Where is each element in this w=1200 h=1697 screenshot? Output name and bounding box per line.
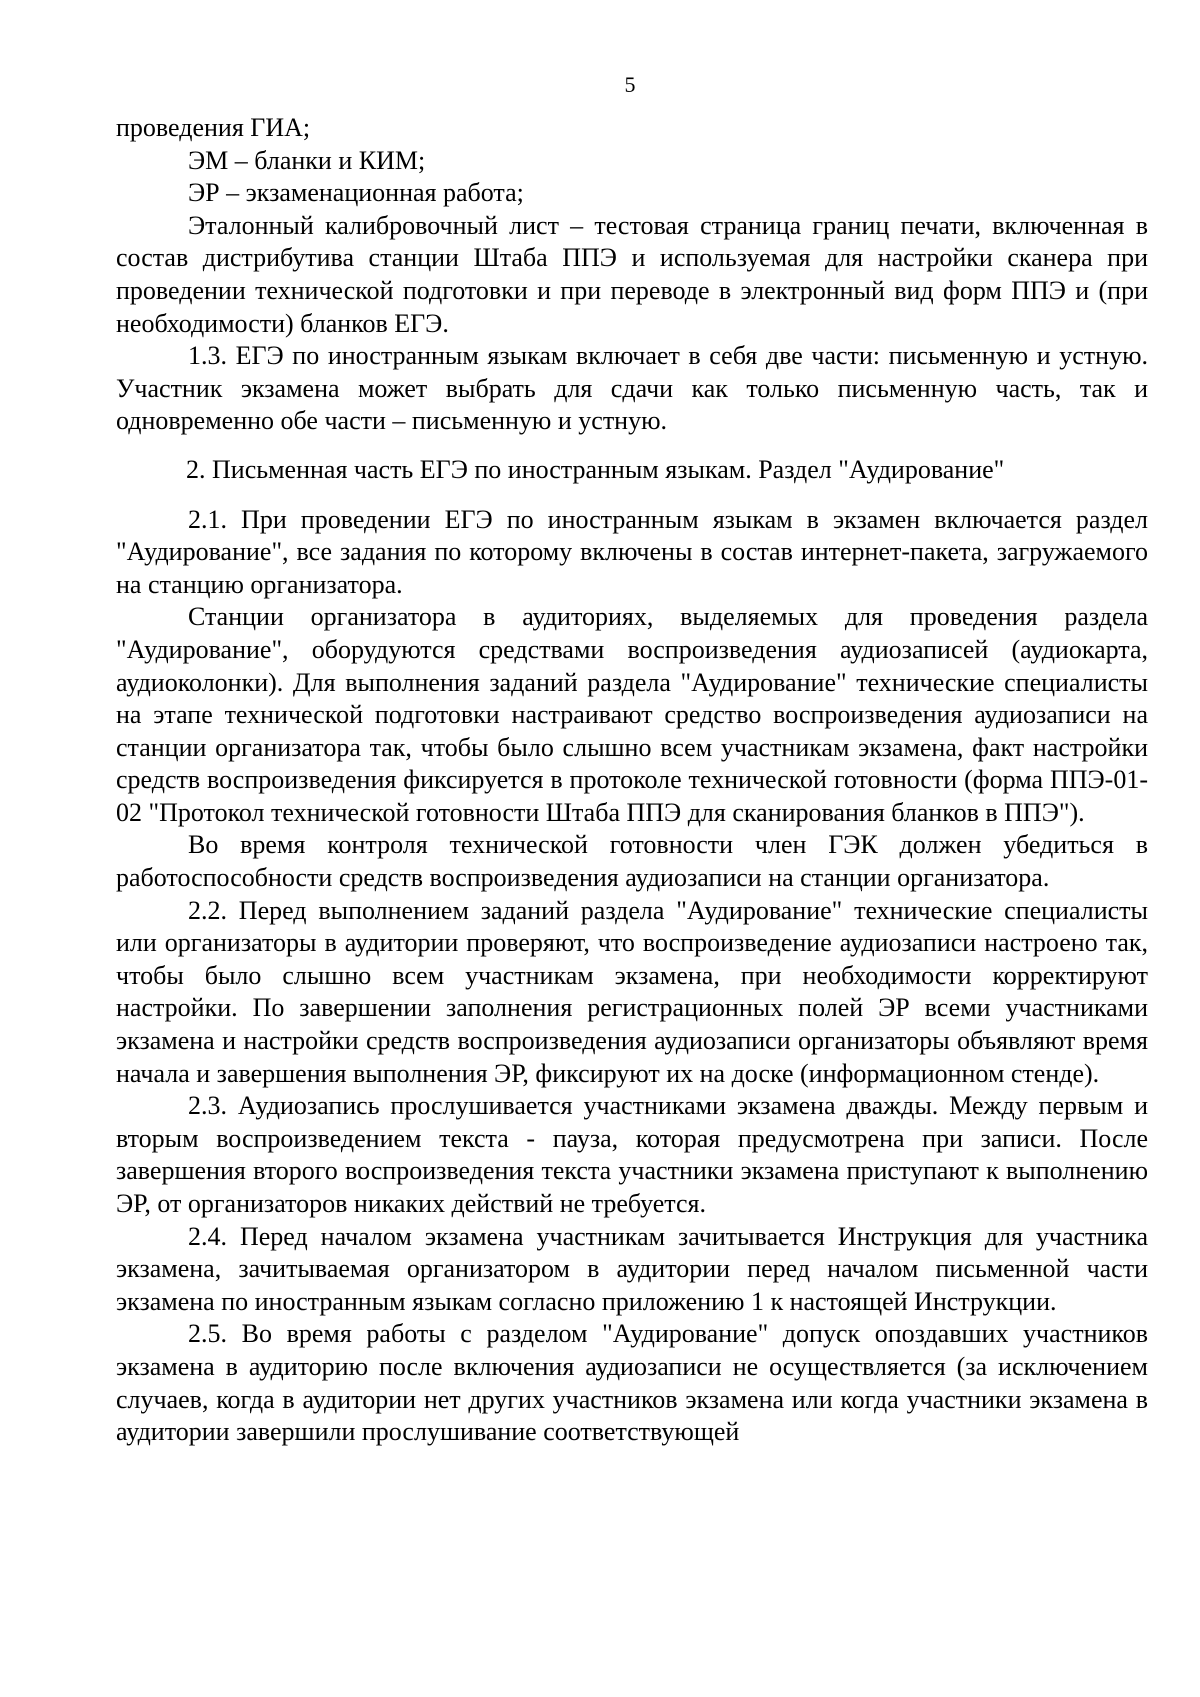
section-heading: 2. Письменная часть ЕГЭ по иностранным языкам. Раздел "Аудирование" bbox=[186, 454, 1005, 484]
paragraph-calibration-sheet-definition: Эталонный калибровочный лист – тестовая страница границ печати, включенная в состав дистрибутива станции Штаба ППЭ и используемая для настройки сканера при проведении технической подготовки и при переводе в электронный вид форм ППЭ и (при необходимости) бланков ЕГЭ. bbox=[116, 210, 1148, 338]
paragraph-2-3: 2.3. Аудиозапись прослушивается участниками экзамена дважды. Между первым и вторым воспроизведением текста - пауза, которая предусмотрена при записи. После завершения второго воспроизведения текста участники экзамена приступают к выполнению ЭР, от организаторов никаких действий не требуется. bbox=[116, 1091, 1148, 1218]
paragraph-er-definition: ЭР – экзаменационная работа; bbox=[188, 178, 524, 208]
paragraph-2-1: 2.1. При проведении ЕГЭ по иностранным языкам в экзамен включается раздел "Аудирование", все задания по которому включены в состав интернет-пакета, загружаемого на станцию организатора. bbox=[116, 504, 1148, 599]
paragraph-2-4: 2.4. Перед началом экзамена участникам зачитывается Инструкция для участника экзамена, зачитываемая организатором в аудитории перед началом письменной части экзамена по иностранным языкам согласно приложению 1 к настоящей Инструкции. bbox=[116, 1221, 1148, 1316]
paragraph-em-definition: ЭМ – бланки и КИМ; bbox=[188, 145, 426, 175]
paragraph-1-3: 1.3. ЕГЭ по иностранным языкам включает в себя две части: письменную и устную. Участник экзамена может выбрать для сдачи как только письменную часть, так и одновременно обе части – письменную и устную. bbox=[116, 341, 1148, 436]
paragraph-2-2: 2.2. Перед выполнением заданий раздела "Аудирование" технические специалисты или организаторы в аудитории проверяют, что воспроизведение аудиозаписи настроено так, чтобы было слышно всем участникам экзамена, при необходимости корректируют настройки. По завершении заполнения регистрационных полей ЭР всеми участниками экзамена и настройки средств воспроизведения аудиозаписи организаторы объявляют время начала и завершения выполнения ЭР, фиксируют их на доске (информационном стенде). bbox=[116, 895, 1148, 1088]
page-number: 5 bbox=[624, 72, 636, 97]
paragraph-2-5: 2.5. Во время работы с разделом "Аудирование" допуск опоздавших участников экзамена в аудиторию после включения аудиозаписи не осуществляется (за исключением случаев, когда в аудитории нет других участников экзамена или когда участники экзамена в аудитории завершили прослушивание соответствующей bbox=[116, 1319, 1148, 1447]
body-text bbox=[116, 112, 1148, 1449]
paragraph-gia-continuation: проведения ГИА; bbox=[116, 113, 311, 142]
paragraph-stations: Станции организатора в аудиториях, выделяемых для проведения раздела "Аудирование", оборудуются средствами воспроизведения аудиозаписей (аудиокарта, аудиоколонки). Для выполнения заданий раздела "Аудирование" технические специалисты на этапе технической подготовки настраивают средство воспроизведения аудиозаписи на станции организатора так, чтобы было слышно всем участникам экзамена, факт настройки средств воспроизведения фиксируется в протоколе технической готовности (форма ППЭ-01-02 "Протокол технической готовности Штаба ППЭ для сканирования бланков в ППЭ"). bbox=[116, 602, 1148, 827]
paragraph-gek-control: Во время контроля технической готовности член ГЭК должен убедиться в работоспособности средств воспроизведения аудиозаписи на станции организатора. bbox=[116, 830, 1148, 893]
